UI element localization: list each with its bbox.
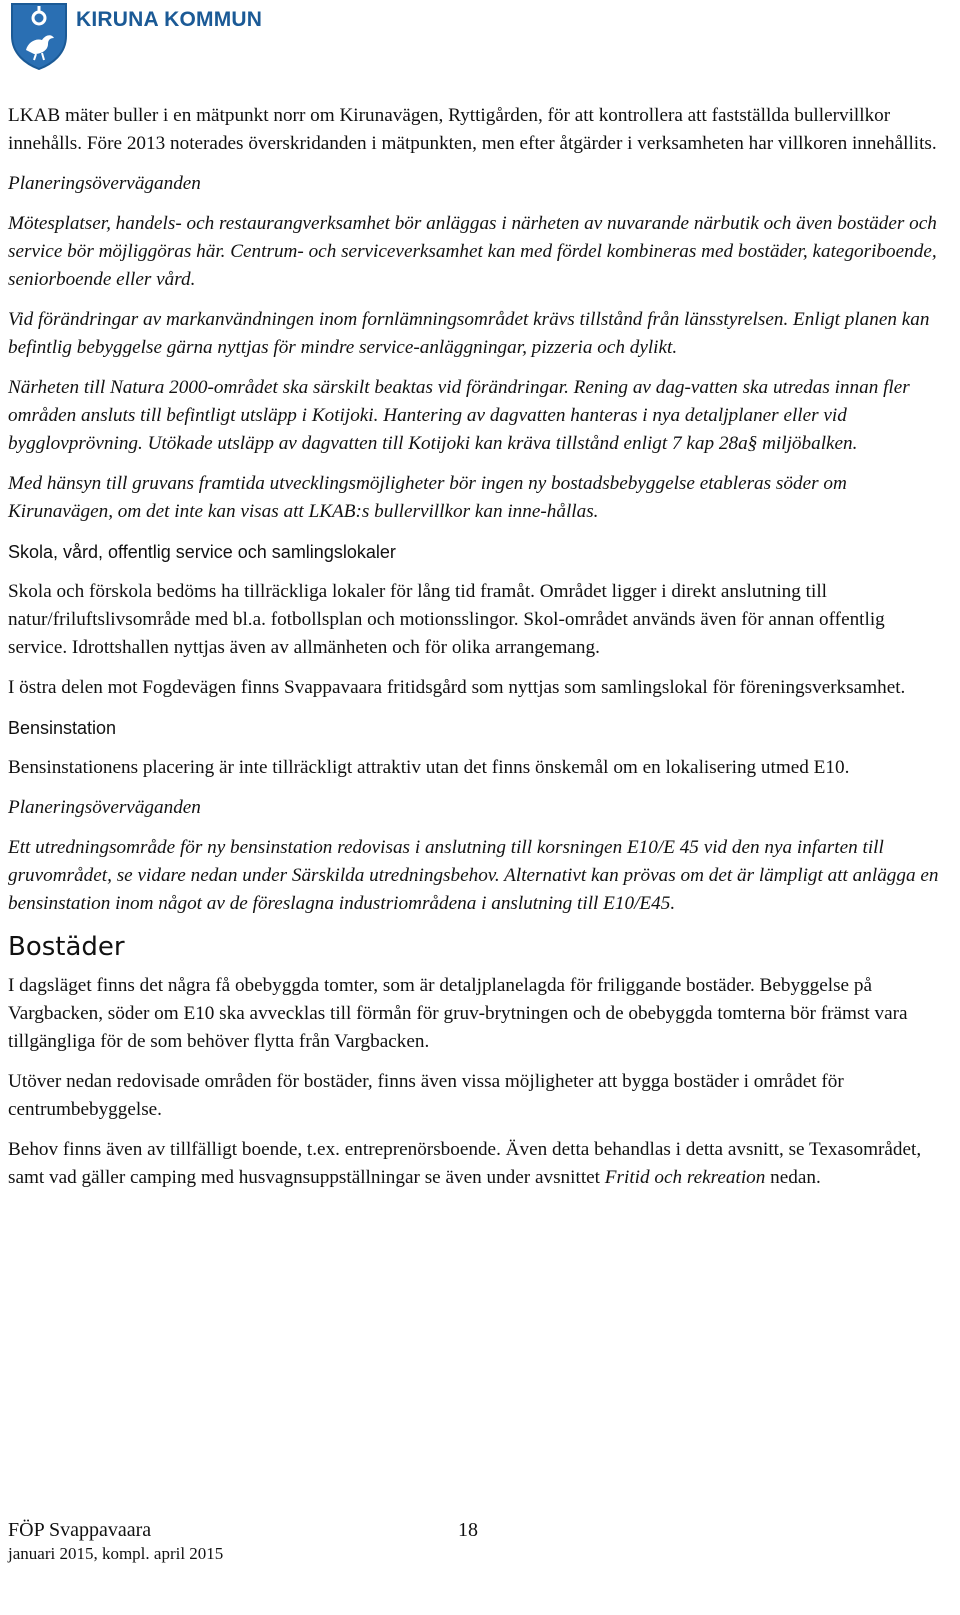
page-footer (8, 1518, 223, 1566)
section-heading-skola: Skola, vård, offentlig service och samlingslokaler (8, 542, 396, 562)
organization-name: KIRUNA KOMMUN (76, 8, 263, 31)
emphasis-text: Fritid och rekreation (604, 1167, 766, 1188)
paragraph-bensin: Bensinstationens placering är inte tillräckligt attraktiv utan det finns önskemål om en lokalisering utmed E10. (8, 757, 850, 778)
page-number: 18 (458, 1519, 478, 1541)
paragraph-bostader: Utöver nedan redovisade områden för bostäder, finns även vissa möjligheter att bygga bostäder i området för centrumbebyggelse. (8, 1071, 844, 1120)
paragraph-skola: I östra delen mot Fogdevägen finns Svappavaara fritidsgård som nyttjas som samlingslokal för föreningsverksamhet. (8, 677, 906, 698)
section-heading-bensin: Bensinstation (8, 718, 117, 738)
planning-heading: Planeringsöverväganden (8, 173, 201, 194)
paragraph-bostader: I dagsläget finns det några få obebyggda tomter, som är detaljplanelagda för friliggande bostäder. Bebyggelse på Vargbacken, söder om E10 ska avvecklas till förmån för gruv-brytningen och de obebyggda tomterna bör främst vara tillgängliga för de som behöver flytta från Vargbacken. (8, 975, 908, 1052)
text-run: Behov finns även av tillfälligt boende, t.ex. entreprenörsboende. Även detta behandlas i detta avsnitt, se Texasområdet, samt vad gäller camping med husvagnsuppställningar se även under avsnittet (8, 1139, 922, 1188)
planning-paragraph: Med hänsyn till gruvans framtida utvecklingsmöjligheter bör ingen ny bostadsbebyggelse etableras söder om Kirunavägen, om det inte kan visas att LKAB:s bullervillkor kan inne-hållas. (8, 473, 847, 522)
paragraph-bostader (8, 1136, 943, 1192)
page-header (10, 2, 262, 70)
text-run: nedan. (765, 1167, 821, 1188)
planning-paragraph: Närheten till Natura 2000-området ska särskilt beaktas vid förändringar. Rening av dag-vatten ska utredas innan fler områden ansluts till befintligt utsläpp i Kotijoki. Hantering av dagvatten hanteras i nya detaljplaner eller vid bygglovprövning. Utökade utsläpp av dagvatten till Kotijoki kan kräva tillstånd enligt 7 kap 28a§ miljöbalken. (8, 377, 910, 454)
footer-date: januari 2015, kompl. april 2015 (8, 1544, 224, 1563)
kiruna-crest-icon (10, 2, 68, 70)
footer-doc-title: FÖP Svappavaara (8, 1519, 152, 1541)
planning-paragraph: Vid förändringar av markanvändningen inom fornlämningsområdet krävs tillstånd från länsstyrelsen. Enligt planen kan befintlig bebyggelse gärna nyttjas för mindre service-anläggningar, pizzeria och dylikt. (8, 309, 930, 358)
paragraph-skola: Skola och förskola bedöms ha tillräckliga lokaler för lång tid framåt. Området ligger i direkt anslutning till natur/friluftslivsområde med bl.a. fotbollsplan och motionsslingor. Skol-området används även för annan offentlig service. Idrottshallen nyttjas även av allmänheten och för olika arrangemang. (8, 581, 885, 658)
paragraph-buller: LKAB mäter buller i en mätpunkt norr om Kirunavägen, Ryttigården, för att kontrollera att fastställda bullervillkor innehålls. Före 2013 noterades överskridanden i mätpunkten, men efter åtgärder i verksamheten har villkoren innehållits. (8, 105, 937, 154)
planning-paragraph: Mötesplatser, handels- och restaurangverksamhet bör anläggas i närheten av nuvarande närbutik och även bostäder och service bör möjliggöras här. Centrum- och serviceverksamhet kan med fördel kombineras med bostäder, kategoriboende, seniorboende eller vård. (8, 213, 937, 290)
planning-paragraph: Ett utredningsområde för ny bensinstation redovisas i anslutning till korsningen E10/E 45 vid den nya infarten till gruvområdet, se vidare nedan under Särskilda utredningsbehov. Alternativt kan prövas om det är lämpligt att anlägga en bensinstation inom något av de föreslagna industriområdena i anslutning till E10/E45. (8, 837, 939, 914)
main-content (8, 102, 943, 1204)
planning-heading: Planeringsöverväganden (8, 797, 201, 818)
section-heading-bostader: Bostäder (8, 932, 125, 962)
